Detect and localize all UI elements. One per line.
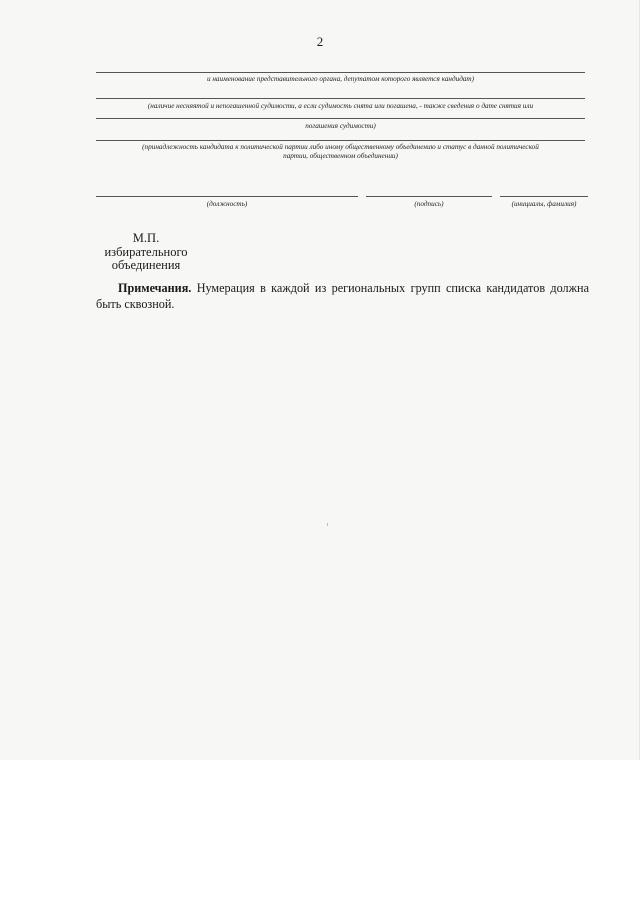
seal-block [96, 232, 196, 273]
position-line [96, 196, 358, 197]
party-membership-line [96, 140, 585, 141]
note-text: Нумерация в каждой из региональных групп списка кандидатов должна быть сквозной. [96, 281, 589, 311]
signature-line [366, 196, 492, 197]
conviction-caption-line2: погашения судимости) [305, 122, 376, 130]
name-caption: (инициалы, фамилия) [511, 200, 577, 208]
party-membership-caption-line1: (принадлежность кандидата к политической партии либо иному общественному объединению и статус в данной политической [142, 143, 539, 151]
position-caption: (должность) [206, 200, 248, 208]
conviction-caption-line1: (наличие несняятой и непогашенной судимости, а если судимость снята или погашена, - также сведения о дате снятия или [147, 102, 534, 110]
conviction-line [96, 98, 585, 99]
representative-body-caption: и наименование представительного органа, депутатом которого является кандидат) [206, 75, 475, 83]
note-paragraph [96, 281, 589, 312]
scan-artifact [327, 523, 328, 526]
seal-label: М.П. [132, 231, 160, 245]
seal-line3: объединения [111, 258, 181, 272]
signature-caption: (подпись) [414, 200, 444, 208]
seal-line2: избирательного [104, 244, 188, 259]
representative-body-line [96, 72, 585, 73]
name-line [500, 196, 588, 197]
page-number: 2 [316, 34, 324, 49]
conviction-line-2 [96, 118, 585, 119]
party-membership-caption-line2: партии, общественном объединении) [283, 152, 398, 160]
note-label: Примечания. [118, 281, 192, 295]
